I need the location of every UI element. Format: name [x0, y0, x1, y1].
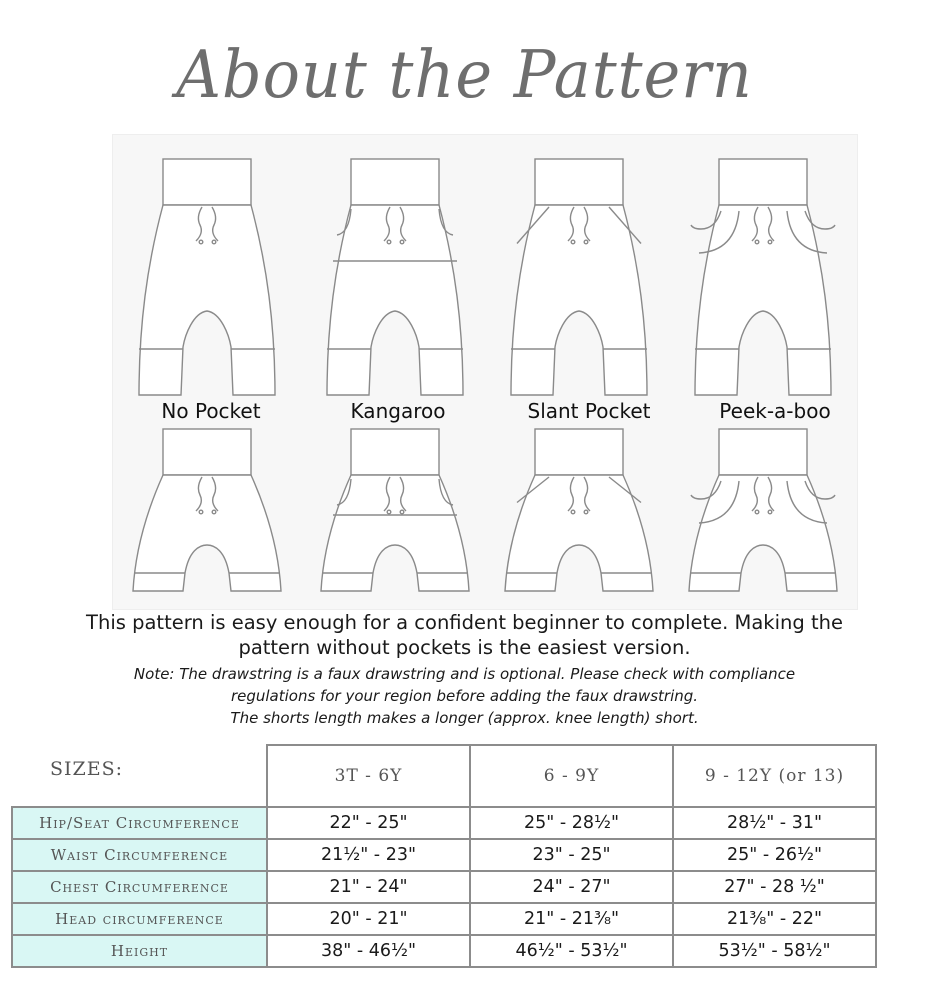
description-line-2: pattern without pockets is the easiest version.	[238, 636, 691, 659]
table-cell: 23" - 25"	[470, 839, 673, 871]
table-row	[12, 839, 876, 871]
pants-outline	[139, 205, 275, 395]
row-label-height: Height	[12, 935, 267, 967]
row-label-chest: Chest Circumference	[12, 871, 267, 903]
table-cell: 21½" - 23"	[267, 839, 470, 871]
style-label-slant-pocket: Slant Pocket	[527, 399, 651, 423]
table-cell: 20" - 21"	[267, 903, 470, 935]
description-line-1: This pattern is easy enough for a confident beginner to complete. Making the	[86, 611, 843, 634]
sizes-label: SIZES:	[50, 758, 124, 780]
garment-drawings	[113, 135, 857, 609]
table-cell: 28½" - 31"	[673, 807, 876, 839]
table-cell: 25" - 28½"	[470, 807, 673, 839]
table-cell: 25" - 26½"	[673, 839, 876, 871]
note-line-1: Note: The drawstring is a faux drawstring and is optional. Please check with compliance	[133, 665, 796, 683]
size-column-header: 3T - 6Y	[267, 745, 470, 807]
table-cell: 21" - 24"	[267, 871, 470, 903]
table-cell: 21" - 21³⁄₈"	[470, 903, 673, 935]
size-chart-table	[11, 744, 877, 968]
style-label-peek-a-boo: Peek-a-boo	[719, 399, 831, 423]
waistband	[535, 159, 623, 205]
row-label-hip-seat: Hip/Seat Circumference	[12, 807, 267, 839]
table-cell: 21³⁄₈" - 22"	[673, 903, 876, 935]
table-row	[12, 935, 876, 967]
waistband	[163, 429, 251, 475]
row-label-waist: Waist Circumference	[12, 839, 267, 871]
table-row	[12, 871, 876, 903]
table-cell: 46½" - 53½"	[470, 935, 673, 967]
table-cell: 27" - 28 ½"	[673, 871, 876, 903]
table-row	[12, 903, 876, 935]
style-label-kangaroo: Kangaroo	[350, 399, 446, 423]
note-line-2: regulations for your region before adding the faux drawstring.	[230, 687, 699, 705]
size-column-header: 6 - 9Y	[470, 745, 673, 807]
waistband	[163, 159, 251, 205]
table-row	[12, 807, 876, 839]
page-title: About the Pattern	[176, 36, 753, 113]
pattern-illustration-panel	[112, 134, 858, 610]
pants-outline	[695, 205, 831, 395]
waistband	[535, 429, 623, 475]
pants-outline	[327, 205, 463, 395]
waistband	[351, 159, 439, 205]
size-column-header: 9 - 12Y (or 13)	[673, 745, 876, 807]
style-label-no-pocket: No Pocket	[161, 399, 261, 423]
row-label-head: Head circumference	[12, 903, 267, 935]
waistband	[719, 159, 807, 205]
table-cell: 38" - 46½"	[267, 935, 470, 967]
note-line-3: The shorts length makes a longer (approx. knee length) short.	[230, 709, 699, 727]
size-header-row	[12, 745, 876, 807]
pants-outline	[511, 205, 647, 395]
table-cell: 22" - 25"	[267, 807, 470, 839]
table-cell: 24" - 27"	[470, 871, 673, 903]
waistband	[719, 429, 807, 475]
table-cell: 53½" - 58½"	[673, 935, 876, 967]
waistband	[351, 429, 439, 475]
